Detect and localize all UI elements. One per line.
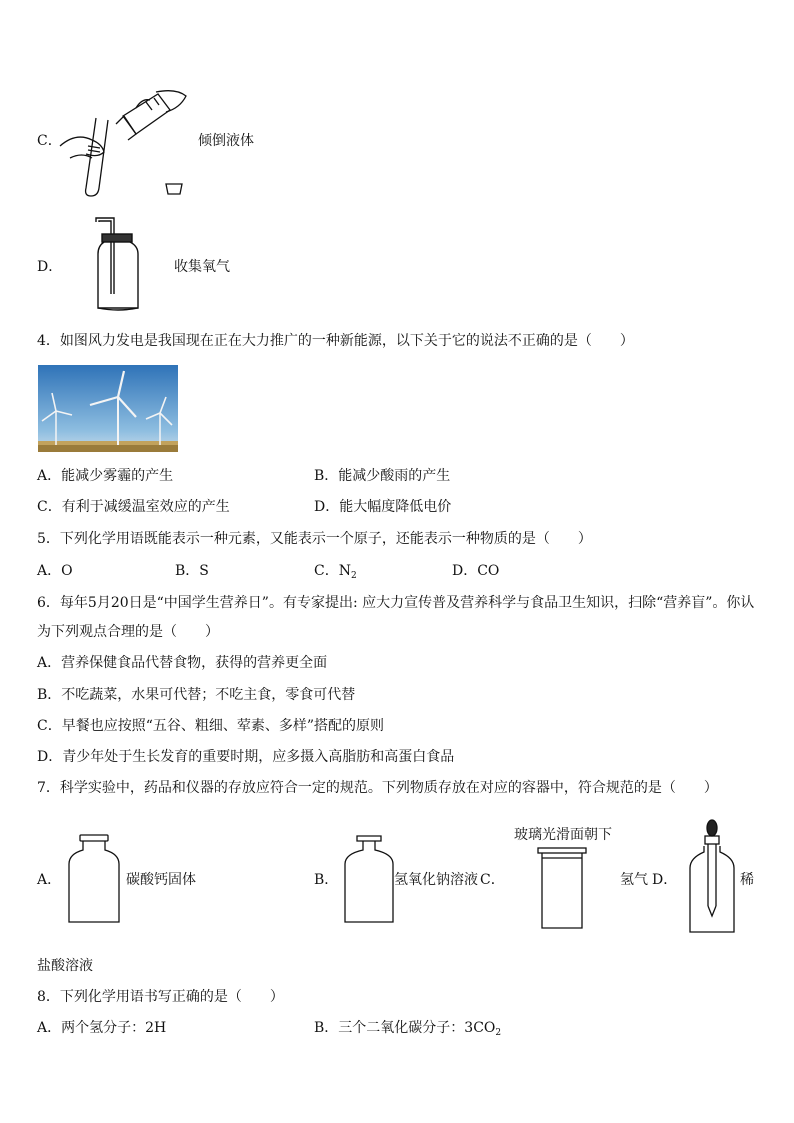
q7-option-b-letter: B． bbox=[314, 872, 339, 888]
q4-option-d: D．能大幅度降低电价 bbox=[314, 499, 452, 515]
q6-option-a: A．营养保健食品代替食物，获得的营养更全面 bbox=[37, 655, 328, 671]
q8-option-b-text: B．三个二氧化碳分子：3CO bbox=[314, 1020, 496, 1036]
q4-option-c: C．有利于减缓温室效应的产生 bbox=[37, 499, 230, 515]
q7-option-a-caption: 碳酸钙固体 bbox=[126, 872, 196, 888]
q7-option-c-note: 玻璃光滑面朝下 bbox=[514, 827, 612, 843]
q6-option-b: B．不吃蔬菜，水果可代替；不吃主食，零食可代替 bbox=[37, 687, 356, 703]
wind-turbine-photo bbox=[38, 365, 178, 452]
q5-option-c-text: C．N bbox=[314, 563, 351, 579]
q5-option-b: B．S bbox=[175, 563, 209, 579]
q6-stem-line1: 6．每年5月20日是“中国学生营养日”。有专家提出: 应大力宣传普及营养科学与食品卫生知识，扫除“营养盲”。你认 bbox=[37, 595, 755, 611]
q5-option-a: A．O bbox=[37, 563, 73, 579]
q3-option-c-caption: 倾倒液体 bbox=[198, 133, 254, 149]
q3-option-d-caption: 收集氧气 bbox=[174, 259, 230, 275]
pour-liquid-figure bbox=[58, 88, 193, 198]
dropper-bottle bbox=[686, 818, 738, 936]
q4-option-b: B．能减少酸雨的产生 bbox=[314, 468, 451, 484]
q8-option-b bbox=[314, 1018, 501, 1043]
q7-option-d-letter: D． bbox=[652, 872, 678, 888]
q3-option-c-letter: C． bbox=[37, 133, 62, 149]
q8-option-a: A．两个氢分子：2H bbox=[37, 1020, 167, 1036]
q8-option-b-subscript: 2 bbox=[495, 1028, 502, 1038]
q7-stem: 7．科学实验中，药品和仪器的存放应符合一定的规范。下列物质存放在对应的容器中，符合规范的是（ ） bbox=[37, 780, 718, 796]
q6-option-c: C．早餐也应按照“五谷、粗细、荤素、多样”搭配的原则 bbox=[37, 718, 385, 734]
q7-option-d-caption-part2: 盐酸溶液 bbox=[37, 958, 93, 974]
q4-stem: 4．如图风力发电是我国现在正在大力推广的一种新能源，以下关于它的说法不正确的是（ ） bbox=[37, 333, 634, 349]
q7-option-d-caption-part1: 稀 bbox=[740, 872, 754, 888]
q7-option-a-letter: A． bbox=[37, 872, 62, 888]
q7-option-b-caption: 氢氧化钠溶液 bbox=[394, 872, 478, 888]
q7-option-c-letter: C． bbox=[480, 872, 505, 888]
q6-option-d: D．青少年处于生长发育的重要时期，应多摄入高脂肪和高蛋白食品 bbox=[37, 749, 455, 765]
q8-stem: 8．下列化学用语书写正确的是（ ） bbox=[37, 989, 284, 1005]
q6-stem-line2: 为下列观点合理的是（ ） bbox=[37, 624, 219, 640]
narrow-mouth-bottle bbox=[341, 832, 397, 926]
q5-option-c-subscript: 2 bbox=[350, 571, 357, 581]
gas-jar bbox=[536, 846, 588, 930]
q7-option-c-caption: 氢气 bbox=[620, 872, 648, 888]
q5-option-c bbox=[314, 561, 357, 586]
gas-bottle-figure bbox=[90, 214, 150, 314]
q3-option-d-letter: D． bbox=[37, 259, 63, 275]
q5-stem: 5．下列化学用语既能表示一种元素，又能表示一个原子，还能表示一种物质的是（ ） bbox=[37, 531, 592, 547]
q4-option-a: A．能减少雾霾的产生 bbox=[37, 468, 174, 484]
wide-mouth-bottle bbox=[66, 832, 122, 926]
q5-option-d: D．CO bbox=[452, 563, 500, 579]
